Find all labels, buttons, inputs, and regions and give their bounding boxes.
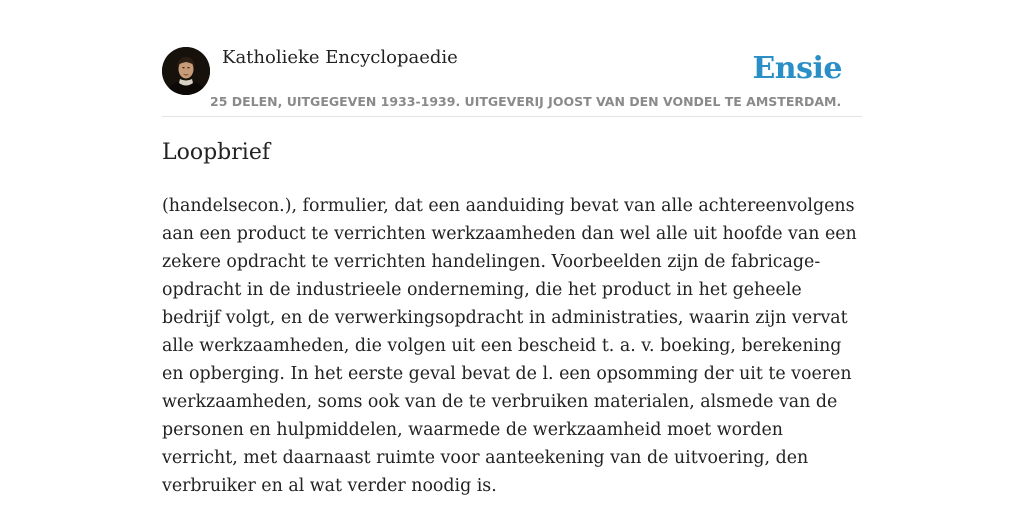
source-header — [162, 44, 862, 117]
entry-body: (handelsecon.), formulier, dat een aanduiding bevat van alle achtereenvolgens aan een product te verrichten werkzaamheden dan wel alle uit hoofde van een zekere opdracht te verrichten handelingen. Voorbeelden zijn de fabricage-opdracht in de industrieele onderneming, die het product in het geheele bedrijf volgt, en de verwerkingsopdracht in administraties, waarin zijn vervat alle werkzaamheden, die volgen uit een bescheid t. a. v. boeking, berekening en opberging. In het eerste geval bevat de l. een opsomming der uit te voeren werkzaamheden, soms ook van de te verbruiken materialen, alsmede van de personen en hulpmiddelen, waarmede de werkzaamheid moet worden verricht, met daarnaast ruimte voor aanteekening van de uitvoering, den verbruiker en al wat verder noodig is. — [162, 196, 857, 496]
portrait-icon — [162, 47, 210, 95]
source-title[interactable]: Katholieke Encyclopaedie — [222, 47, 458, 68]
entry-title: Loopbrief — [162, 140, 270, 165]
ensie-logo[interactable]: Ensie — [752, 51, 842, 86]
source-avatar[interactable] — [162, 47, 210, 95]
source-subtitle: 25 DELEN, UITGEGEVEN 1933-1939. UITGEVERIJ JOOST VAN DEN VONDEL TE AMSTERDAM. — [210, 94, 842, 109]
